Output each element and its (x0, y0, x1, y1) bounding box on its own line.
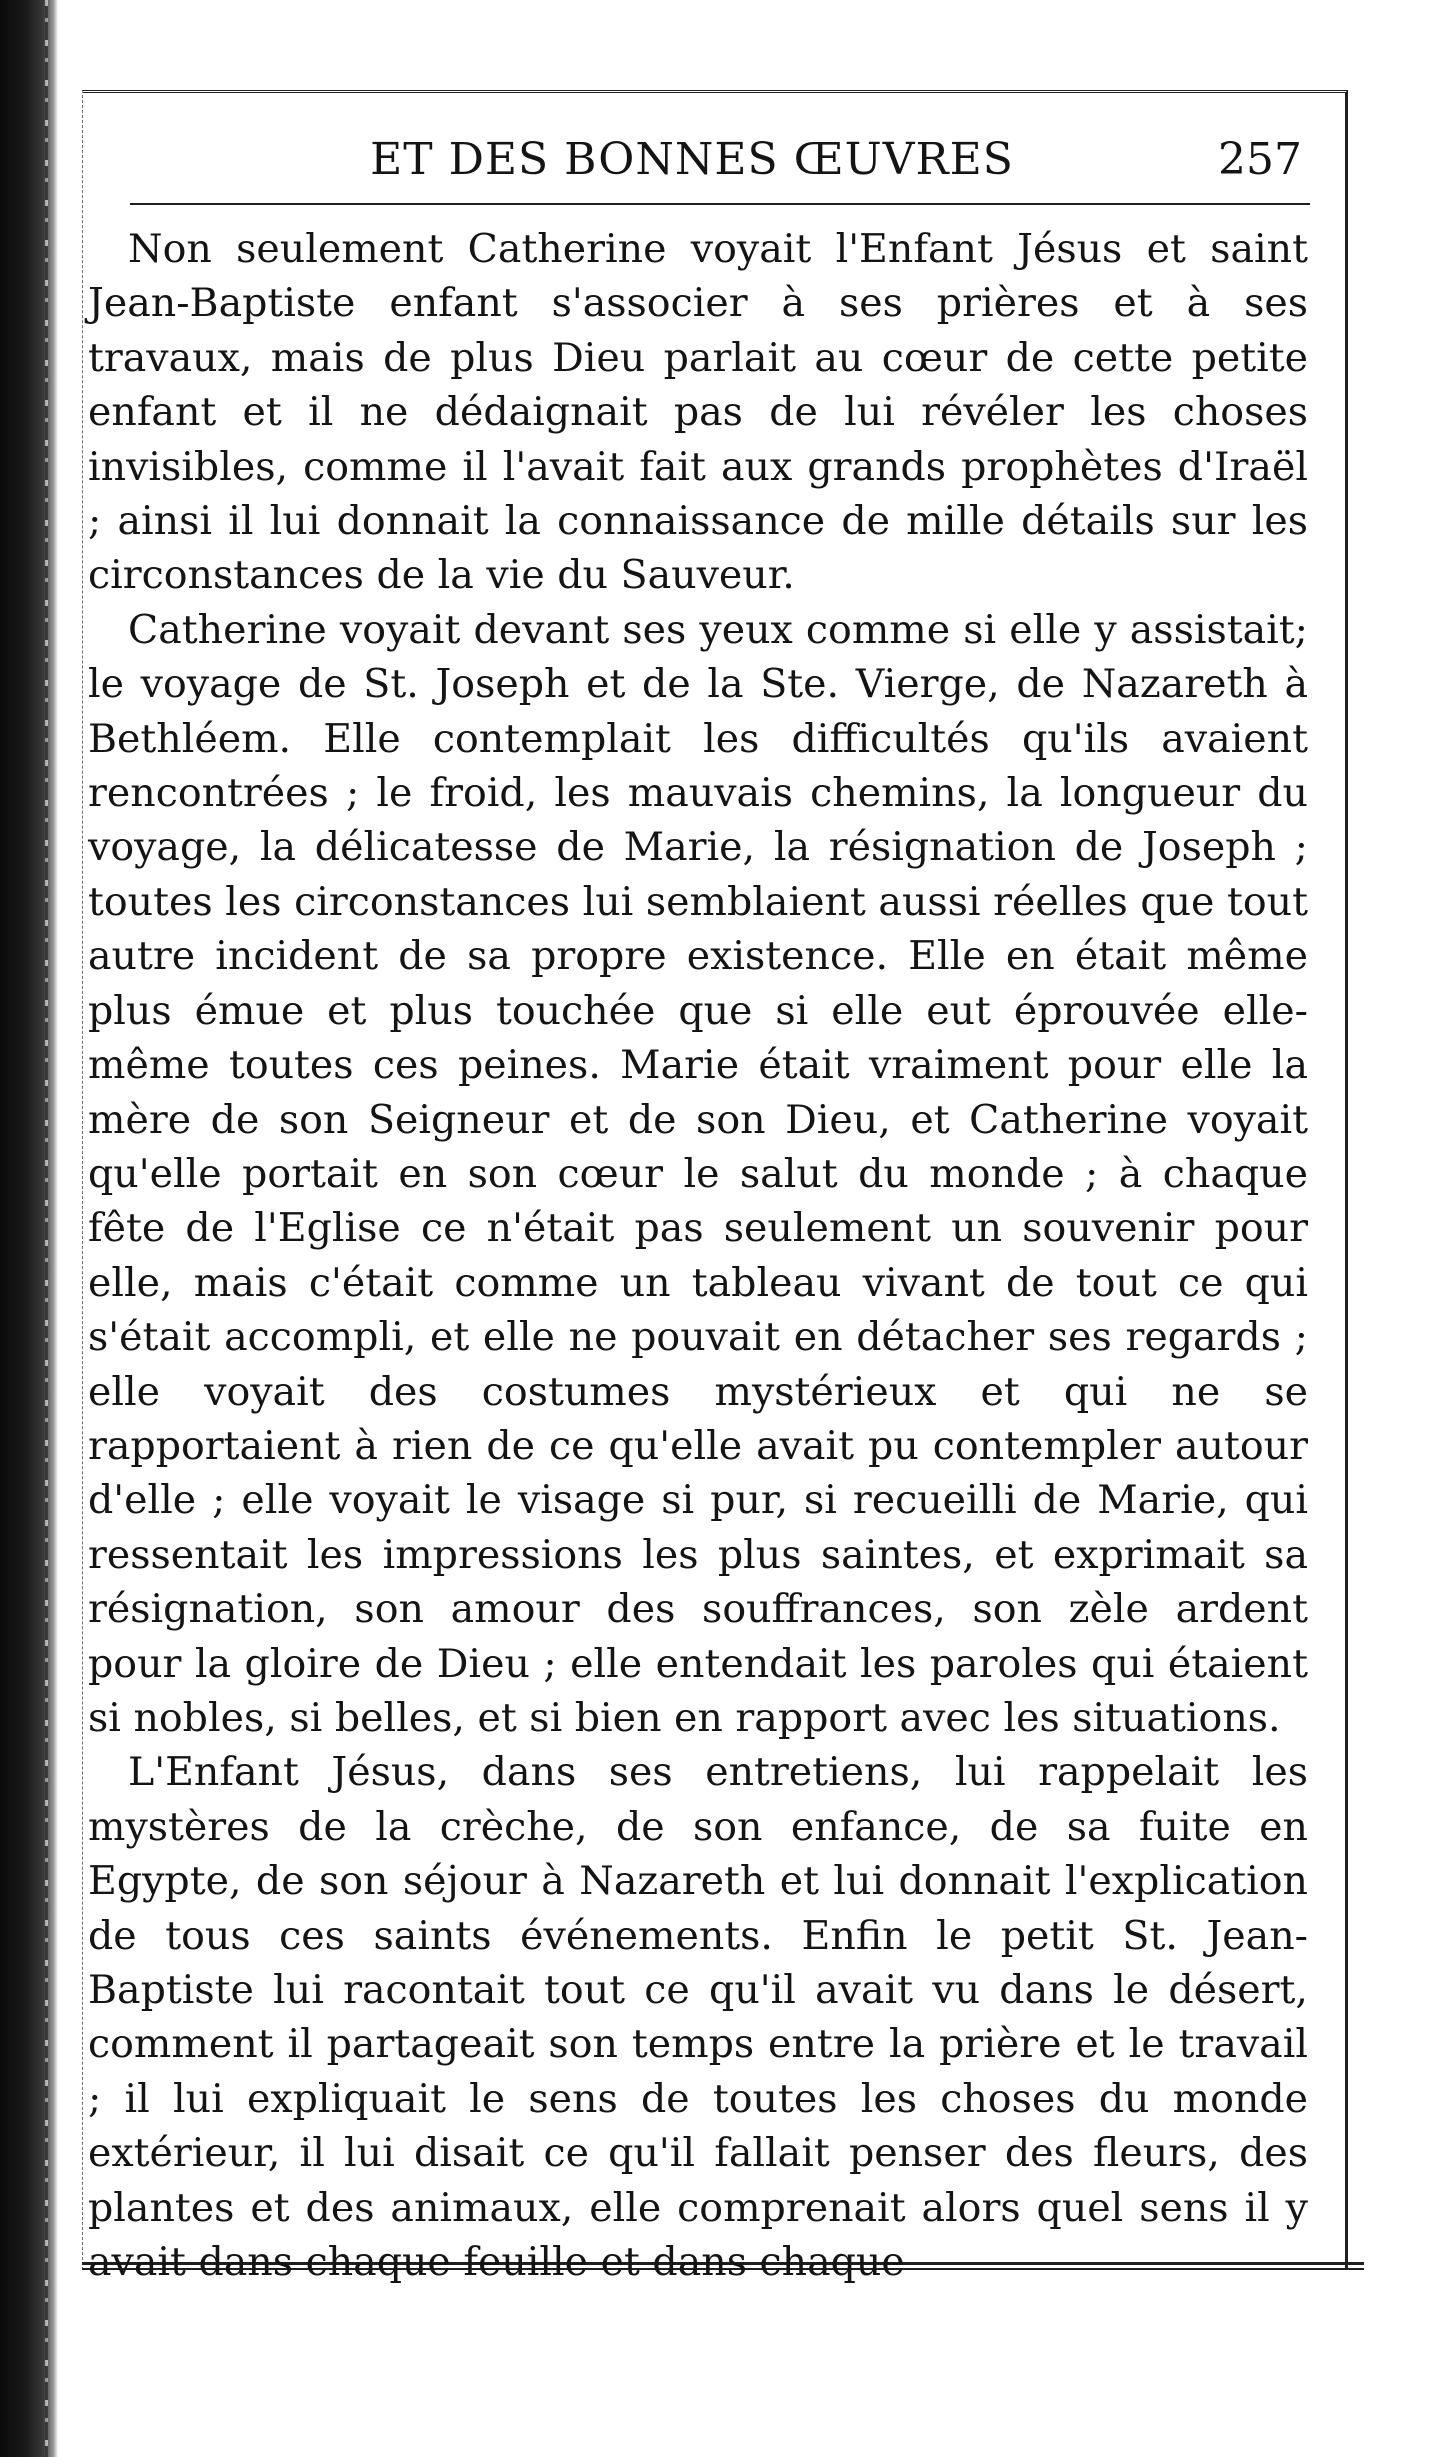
page-body (88, 222, 1308, 2289)
header-rule (130, 203, 1310, 205)
paragraph-2: Catherine voyait devant ses yeux comme si elle y assistait; le voyage de St. Joseph et de la Ste. Vierge, de Nazareth à Bethléem. Elle contemplait les difficultés qu'ils avaient rencontrées ; le froid, les mauvais chemins, la longueur du voyage, la délicatesse de Marie, la résignation de Joseph ; toutes les circonstances lui semblaient aussi réelles que tout autre incident de sa propre existence. Elle en était même plus émue et plus touchée que si elle eut éprouvée elle-même toutes ces peines. Marie était vraiment pour elle la mère de son Seigneur et de son Dieu, et Catherine voyait qu'elle portait en son cœur le salut du monde ; à chaque fête de l'Eglise ce n'était pas seulement un souvenir pour elle, mais c'était comme un tableau vivant de tout ce qui s'était accompli, et elle ne pouvait en détacher ses regards ; elle voyait des costumes mystérieux et qui ne se rapportaient à rien de ce qu'elle avait pu contempler autour d'elle ; elle voyait le visage si pur, si recueilli de Marie, qui ressentait les impressions les plus saintes, et exprimait sa résignation, son amour des souffrances, son zèle ardent pour la gloire de Dieu ; elle entendait les paroles qui étaient si nobles, si belles, et si bien en rapport avec les situations. (88, 606, 1308, 1741)
book-binding-edge (0, 0, 58, 2457)
paragraph-3: L'Enfant Jésus, dans ses entretiens, lui rappelait les mystères de la crèche, de son enfance, de sa fuite en Egypte, de son séjour à Nazareth et lui donnait l'explication de tous ces saints événements. Enfin le petit St. Jean-Baptiste lui racontait tout ce qu'il avait vu dans le désert, comment il partageait son temps entre la prière et le travail ; il lui expliquait le sens de toutes les choses du monde extérieur, il lui disait ce qu'il fallait penser des fleurs, des plantes et des animaux, elle comprenait alors quel sens il y avait dans chaque feuille et dans chaque (88, 1749, 1308, 2286)
page-number: 257 (1218, 134, 1302, 185)
paragraph-1: Non seulement Catherine voyait l'Enfant Jésus et saint Jean-Baptiste enfant s'associer à ses prières et à ses travaux, mais de plus Dieu parlait au cœur de cette petite enfant et il ne dédaignait pas de lui révéler les choses invisibles, comme il l'avait fait aux grands prophètes d'Iraël ; ainsi il lui donnait la connaissance de mille détails sur les circonstances de la vie du Sauveur. (88, 226, 1308, 599)
page-header (82, 130, 1302, 190)
running-title: ET DES BONNES ŒUVRES (370, 134, 1014, 185)
